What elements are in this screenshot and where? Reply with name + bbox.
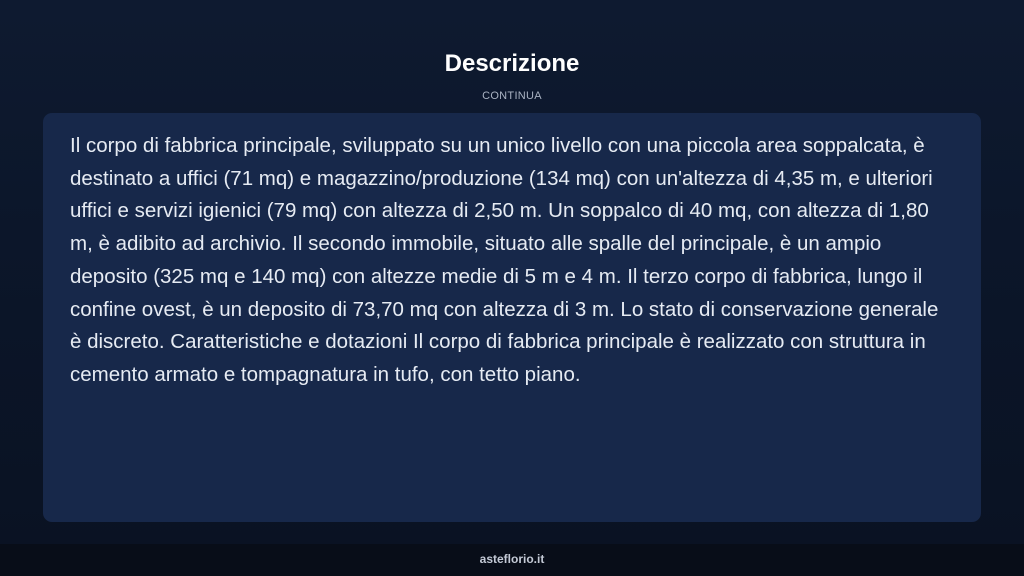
description-text: Il corpo di fabbrica principale, sviluppato su un unico livello con una piccola area soppalcata, è destinato a uffici (71 mq) e magazzino/produzione (134 mq) con un'altezza di 4,35 m, e ulteriori uffici e servizi igienici (79 mq) con altezza di 2,50 m. Un soppalco di 40 mq, con altezza di 1,80 m, è adibito ad archivio. Il secondo immobile, situato alle spalle del principale, è un ampio deposito (325 mq e 140 mq) con altezze medie di 5 m e 4 m. Il terzo corpo di fabbrica, lungo il confine ovest, è un deposito di 73,70 mq con altezza di 3 m. Lo stato di conservazione generale è discreto. Caratteristiche e dotazioni Il corpo di fabbrica principale è realizzato con struttura in cemento armato e tompagnatura in tufo, con tetto piano. (70, 134, 939, 386)
site-name: asteflorio.it (479, 552, 545, 566)
footer-bar (0, 544, 1024, 576)
page-title: Descrizione (444, 50, 580, 77)
description-card (43, 113, 981, 522)
continue-label: CONTINUA (482, 90, 542, 102)
